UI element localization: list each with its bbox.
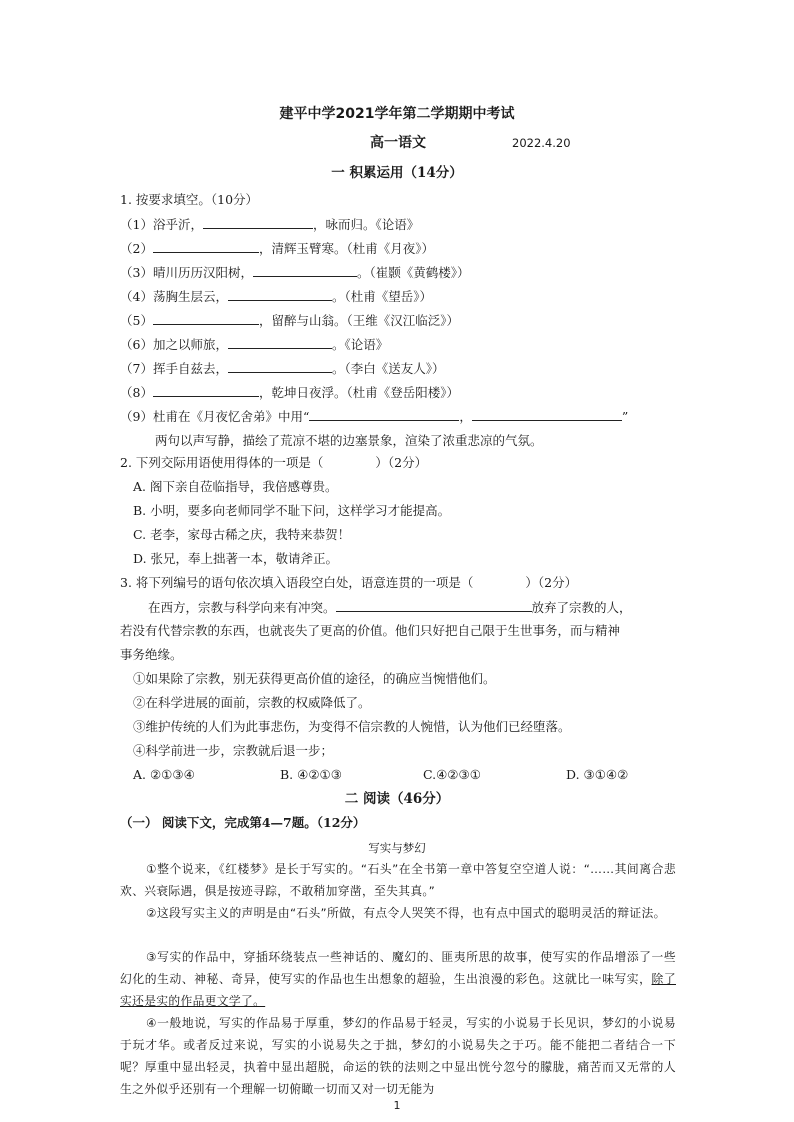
answer-blank[interactable] xyxy=(228,336,332,349)
essay-title: 写实与梦幻 xyxy=(368,841,426,855)
q2-stem: 2. 下列交际用语使用得体的一项是（ ）（2分） xyxy=(120,455,428,470)
answer-blank[interactable] xyxy=(153,312,259,325)
answer-blank[interactable] xyxy=(153,240,259,253)
q2-option-a: A. 阁下亲自莅临指导，我倍感尊贵。 xyxy=(133,479,338,494)
q1-item-3: （3）晴川历历汉阳树， 。（崔颢《黄鹤楼》） xyxy=(120,265,470,280)
q3-passage-line-3: 事务绝缘。 xyxy=(120,647,183,662)
q2-option-c: C. 老李，家母古稀之庆，我特来恭贺！ xyxy=(133,527,351,542)
answer-blank[interactable] xyxy=(336,599,532,612)
q3-sentence-4: ④科学前进一步，宗教就后退一步； xyxy=(133,743,334,758)
q1-item-4: （4）荡胸生层云， 。（杜甫《望岳》） xyxy=(120,289,432,304)
section1-heading: 一 积累运用（14分） xyxy=(331,165,463,181)
q3-stem: 3. 将下列编号的语句依次填入语段空白处，语意连贯的一项是（ ）（2分） xyxy=(120,575,578,590)
q1-item-9-continuation: 两句以声写静，描绘了荒凉不堪的边塞景象，渲染了浓重悲凉的气氛。 xyxy=(155,433,543,448)
subject-title: 高一语文 xyxy=(370,135,426,151)
q1-item-2: （2） ，清辉玉臂寒。（杜甫《月夜》） xyxy=(120,241,434,256)
answer-blank[interactable] xyxy=(253,264,357,277)
q1-item-6: （6）加之以师旅， 。《论语》 xyxy=(120,337,389,352)
answer-slot[interactable] xyxy=(323,455,375,467)
exam-date: 2022.4.20 xyxy=(512,136,571,150)
q3-choice-c: C.④②③① xyxy=(423,767,481,782)
answer-blank[interactable] xyxy=(153,384,259,397)
section2-heading: 二 阅读（46分） xyxy=(344,791,450,807)
q2-option-b: B. 小明，要多向老师同学不耻下问，这样学习才能提高。 xyxy=(133,503,451,518)
q3-choice-a: A. ②①③④ xyxy=(133,767,195,782)
page-number: 1 xyxy=(393,1099,401,1112)
essay-paragraph-1: ①整个说来，《红楼梦》是长于写实的。“石头”在全书第一章中答复空空道人说：“……其间离合悲欢、兴衰际遇，俱是按迹寻踪，不敢稍加穿凿，至失其真。” xyxy=(120,862,676,898)
q3-choice-d: D. ③①④② xyxy=(566,767,629,782)
reading-part1-instruction: （一） 阅读下文，完成第4—7题。（12分） xyxy=(120,815,366,830)
answer-blank[interactable] xyxy=(472,408,622,421)
answer-blank[interactable] xyxy=(228,360,332,373)
answer-slot[interactable] xyxy=(473,575,525,587)
q1-item-7: （7）挥手自兹去， 。（李白《送友人》） xyxy=(120,361,445,376)
q1-item-9: （9）杜甫在《月夜忆舍弟》中用“ ， ” xyxy=(120,409,629,424)
essay-paragraph-2: ②这段写实主义的声明是由“石头”所做，有点令人哭笑不得，也有点中国式的聪明灵活的辩证法。 xyxy=(146,906,666,920)
q1-stem: 1. 按要求填空。（10分） xyxy=(120,192,259,207)
underlined-phrase: 除了实还是实的作品更文学了。 xyxy=(120,972,676,1008)
q3-passage-line-1: 在西方，宗教与科学向来有冲突。 放弃了宗教的人， xyxy=(148,600,632,615)
q3-choice-b: B. ④②①③ xyxy=(280,767,342,782)
q3-sentence-1: ①如果除了宗教，别无获得更高价值的途径，的确应当惋惜他们。 xyxy=(133,671,496,686)
essay-paragraph-3: ③写实的作品中，穿插环绕装点一些神话的、魔幻的、匪夷所思的故事，使写实的作品增添了一些幻化的生动、神秘、奇异，使写实的作品也生出想象的超验，生出浪漫的彩色。这就比一味写实，除了实还是实的作品更文学了。 xyxy=(120,950,676,1008)
answer-blank[interactable] xyxy=(228,288,332,301)
q2-option-d: D. 张兄，奉上拙著一本，敬请斧正。 xyxy=(133,551,339,566)
essay-paragraph-4: ④一般地说，写实的作品易于厚重，梦幻的作品易于轻灵，写实的小说易于长见识，梦幻的小说易于玩才华。或者反过来说，写实的小说易失之于拙，梦幻的小说易失之于巧。能不能把二者结合一下呢？厚重中显出轻灵，执着中显出超脱，命运的铁的法则之中显出恍兮忽兮的朦胧，痛苦而又无常的人生之外似乎还别有一个理解一切俯瞰一切而又对一切无能为 xyxy=(120,1016,676,1096)
q3-sentence-2: ②在科学进展的面前，宗教的权威降低了。 xyxy=(133,695,371,710)
answer-blank[interactable] xyxy=(203,216,313,229)
q1-item-1: （1）浴乎沂， ，咏而归。《论语》 xyxy=(120,217,420,232)
answer-blank[interactable] xyxy=(309,408,459,421)
q1-item-8: （8） ，乾坤日夜浮。（杜甫《登岳阳楼》） xyxy=(120,385,459,400)
q1-item-5: （5） ，留醉与山翁。（王维《汉江临泛》） xyxy=(120,313,459,328)
q3-passage-line-2: 若没有代替宗教的东西，也就丧失了更高的价值。他们只好把自己限于生世事务，而与精神 xyxy=(120,623,621,638)
q3-sentence-3: ③维护传统的人们为此事悲伤，为变得不信宗教的人惋惜，认为他们已经堕落。 xyxy=(133,719,571,734)
exam-title: 建平中学2021学年第二学期期中考试 xyxy=(279,106,515,122)
